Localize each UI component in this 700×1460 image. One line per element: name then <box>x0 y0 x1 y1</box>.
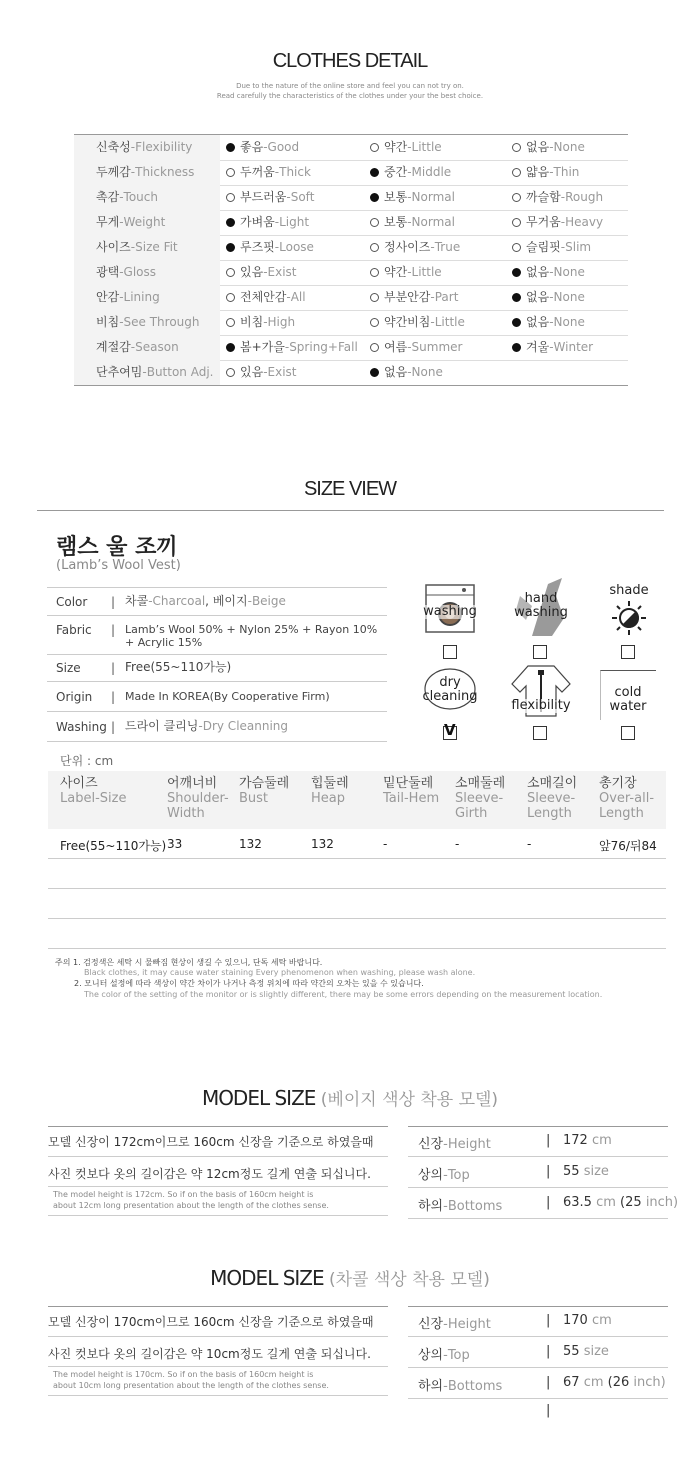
detail-option: 없음-None <box>512 310 585 335</box>
model-stat-separator: | <box>546 1133 551 1148</box>
model-stat-separator: | <box>546 1164 551 1179</box>
model-stat-label: 하의-Bottoms <box>418 1379 503 1394</box>
note-2-en: The color of the setting of the monitor or is slightly different, there may be some errors depending on the measurement location. <box>84 990 603 999</box>
checkmark-dry-cleaning: V <box>444 721 456 739</box>
care-label-washing: washing <box>418 605 482 619</box>
size-value-cell: 33 <box>167 837 183 851</box>
model-stat-value: 55 size <box>563 1344 609 1359</box>
detail-option: 두꺼움-Thick <box>226 160 311 185</box>
note-1-en: Black clothes, it may cause water staining Every phenomenon when washing, please wash alone. <box>84 968 476 977</box>
clothes-detail-title: CLOTHES DETAIL <box>272 50 428 72</box>
detail-option: 정사이즈-True <box>370 235 460 260</box>
checkbox-washing <box>443 645 457 659</box>
detail-option: 슬림핏-Slim <box>512 235 591 260</box>
detail-option: 있음-Exist <box>226 360 297 385</box>
detail-option: 여름-Summer <box>370 335 462 360</box>
model-stat-value: 170 cm <box>563 1313 612 1328</box>
filled-circle-icon <box>226 218 235 227</box>
detail-option: 없음-None <box>512 135 585 160</box>
care-label-hand-washing: hand washing <box>514 591 568 620</box>
empty-circle-icon <box>370 293 379 302</box>
size-header-cell: 소매길이 Sleeve-Length <box>527 776 578 821</box>
size-view-divider <box>37 510 664 511</box>
detail-option: 봄+가을-Spring+Fall <box>226 335 358 360</box>
model-note-small-2: about 10cm long presentation about the length of the clothes sense. <box>53 1381 329 1390</box>
empty-circle-icon <box>512 243 521 252</box>
care-label-flexibility: flexibility <box>508 699 574 713</box>
unit-label: 단위 : cm <box>60 754 114 768</box>
size-value-cell: 132 <box>239 837 262 851</box>
detail-option: 루즈핏-Loose <box>226 235 314 260</box>
detail-option: 부드러움-Soft <box>226 185 314 210</box>
size-value-cell: - <box>383 837 388 851</box>
model-note-line-2: 사진 컷보다 옷의 길이감은 약 10cm정도 길게 연출 되십니다. <box>48 1347 371 1361</box>
filled-circle-icon <box>370 193 379 202</box>
care-label-cold-water: cold water <box>609 685 647 714</box>
empty-circle-icon <box>512 218 521 227</box>
empty-circle-icon <box>370 143 379 152</box>
empty-circle-icon <box>370 343 379 352</box>
detail-option: 좋음-Good <box>226 135 299 160</box>
model-size-title: MODEL SIZE (베이지 색상 착용 모델) <box>201 1086 499 1110</box>
empty-circle-icon <box>226 168 235 177</box>
model-stat-value: 63.5 cm (25 inch) <box>563 1195 679 1210</box>
empty-circle-icon <box>226 293 235 302</box>
detail-row-label: 무게-Weight <box>74 210 220 235</box>
detail-option: 비침-High <box>226 310 295 335</box>
size-value-cell: - <box>455 837 460 851</box>
empty-circle-icon <box>370 318 379 327</box>
detail-option: 겨울-Winter <box>512 335 593 360</box>
checkbox-cold-water <box>621 726 635 740</box>
empty-circle-icon <box>512 168 521 177</box>
empty-circle-icon <box>226 193 235 202</box>
product-name: 램스 울 조끼 <box>56 535 178 560</box>
detail-row-label: 비침-See Through <box>74 310 220 335</box>
empty-circle-icon <box>226 268 235 277</box>
model-stat-label: 상의-Top <box>418 1168 470 1183</box>
size-header-cell: 힙둘레 Heap <box>311 776 349 806</box>
model-note-small-2: about 12cm long presentation about the length of the clothes sense. <box>53 1201 329 1210</box>
detail-option: 까슬함-Rough <box>512 185 603 210</box>
size-header-cell: 가슴둘레 Bust <box>239 776 290 806</box>
detail-row <box>74 335 628 360</box>
model-stat-separator: | <box>546 1344 551 1359</box>
size-value-cell: - <box>527 837 532 851</box>
detail-row-label: 촉감-Touch <box>74 185 220 210</box>
model-note-small-1: The model height is 170cm. So if on the basis of 160cm height is <box>53 1370 314 1379</box>
model-stat-label: 하의-Bottoms <box>418 1199 503 1214</box>
filled-circle-icon <box>512 343 521 352</box>
model-stat-label: 신장-Height <box>418 1137 491 1152</box>
detail-option: 약간비침-Little <box>370 310 465 335</box>
model-stat-value: 172 cm <box>563 1133 612 1148</box>
filled-circle-icon <box>370 168 379 177</box>
detail-option: 얇음-Thin <box>512 160 579 185</box>
detail-option: 보통-Normal <box>370 185 455 210</box>
detail-row-label: 사이즈-Size Fit <box>74 235 220 260</box>
model-stat-separator: | <box>546 1375 551 1390</box>
note-1: 주의 1. 검정색은 세탁 시 물빠짐 현상이 생길 수 있으니, 단독 세탁 바랍니다. <box>55 958 323 967</box>
clothes-detail-subtitle-2: Read carefully the characteristics of the clothes under your the best choice. <box>216 92 484 100</box>
detail-row <box>74 185 628 210</box>
size-view-title: SIZE VIEW <box>303 478 397 500</box>
checkbox-shade <box>621 645 635 659</box>
detail-option: 보통-Normal <box>370 210 455 235</box>
detail-row-label: 계절감-Season <box>74 335 220 360</box>
model-note-small-1: The model height is 172cm. So if on the basis of 160cm height is <box>53 1190 314 1199</box>
size-header-cell: 어깨너비 Shoulder-Width <box>167 776 229 821</box>
detail-option: 전체안감-All <box>226 285 306 310</box>
detail-row <box>74 210 628 235</box>
checkbox-flexibility <box>533 726 547 740</box>
detail-option: 가벼움-Light <box>226 210 309 235</box>
size-header-cell: 총기장 Over-all-Length <box>599 776 655 821</box>
size-header-cell: 밑단둘레 Tail-Hem <box>383 776 440 806</box>
detail-row <box>74 285 628 310</box>
detail-row-label: 두께감-Thickness <box>74 160 220 185</box>
model-note-line-1: 모델 신장이 172cm이므로 160cm 신장을 기준으로 하였을때 <box>48 1135 374 1149</box>
detail-option: 무거움-Heavy <box>512 210 603 235</box>
model-stat-separator: | <box>546 1195 551 1210</box>
clothes-detail-subtitle-1: Due to the nature of the online store and feel you can not try on. <box>236 82 464 90</box>
model-note-line-2: 사진 컷보다 옷의 길이감은 약 12cm정도 길게 연출 되십니다. <box>48 1167 371 1181</box>
care-label-dry-cleaning: dry cleaning <box>422 675 478 704</box>
detail-option: 부분안감-Part <box>370 285 458 310</box>
detail-row-label: 안감-Lining <box>74 285 220 310</box>
model-stat-value: 67 cm (26 inch) <box>563 1375 666 1390</box>
model-stat-label: 신장-Height <box>418 1317 491 1332</box>
filled-circle-icon <box>226 343 235 352</box>
detail-row <box>74 135 628 160</box>
empty-circle-icon <box>370 268 379 277</box>
detail-option: 있음-Exist <box>226 260 297 285</box>
detail-option: 중간-Middle <box>370 160 451 185</box>
detail-row <box>74 310 628 335</box>
detail-option: 없음-None <box>512 260 585 285</box>
model-stat-value: 55 size <box>563 1164 609 1179</box>
product-name-en: (Lamb’s Wool Vest) <box>56 558 181 573</box>
size-header-cell: 소매둘레 Sleeve-Girth <box>455 776 506 821</box>
filled-circle-icon <box>370 368 379 377</box>
care-label-shade: shade <box>609 583 649 598</box>
filled-circle-icon <box>512 293 521 302</box>
detail-row-label: 단추여밈-Button Adj. <box>74 360 220 385</box>
checkbox-hand-washing <box>533 645 547 659</box>
trailing-separator: | <box>546 1403 551 1418</box>
model-stat-separator: | <box>546 1313 551 1328</box>
filled-circle-icon <box>512 268 521 277</box>
detail-row <box>74 160 628 185</box>
empty-circle-icon <box>512 143 521 152</box>
filled-circle-icon <box>226 243 235 252</box>
detail-option: 약간-Little <box>370 260 442 285</box>
model-note-line-1: 모델 신장이 170cm이므로 160cm 신장을 기준으로 하였을때 <box>48 1315 374 1329</box>
detail-option: 약간-Little <box>370 135 442 160</box>
empty-circle-icon <box>226 368 235 377</box>
detail-row <box>74 235 628 260</box>
model-stat-label: 상의-Top <box>418 1348 470 1363</box>
shade-sun-icon <box>610 600 648 636</box>
filled-circle-icon <box>512 318 521 327</box>
detail-row <box>74 260 628 285</box>
empty-circle-icon <box>226 318 235 327</box>
filled-circle-icon <box>226 143 235 152</box>
detail-row <box>74 360 628 385</box>
empty-circle-icon <box>370 243 379 252</box>
size-value-cell: 132 <box>311 837 334 851</box>
detail-option: 없음-None <box>370 360 443 385</box>
note-2: 2. 모니터 설정에 따라 색상이 약간 차이가 나거나 측정 위치에 따라 약간의 오차는 있을 수 있습니다. <box>74 979 424 988</box>
size-value-cell: 앞76/뒤84 <box>599 839 657 853</box>
size-value-cell: Free(55~110가능) <box>60 839 167 853</box>
model-size-title: MODEL SIZE (차콜 색상 착용 모델) <box>210 1266 490 1290</box>
detail-row-label: 광택-Gloss <box>74 260 220 285</box>
size-header-cell: 사이즈 Label-Size <box>60 776 127 806</box>
empty-circle-icon <box>512 193 521 202</box>
detail-option: 없음-None <box>512 285 585 310</box>
empty-circle-icon <box>370 218 379 227</box>
detail-row-label: 신축성-Flexibility <box>74 135 220 160</box>
